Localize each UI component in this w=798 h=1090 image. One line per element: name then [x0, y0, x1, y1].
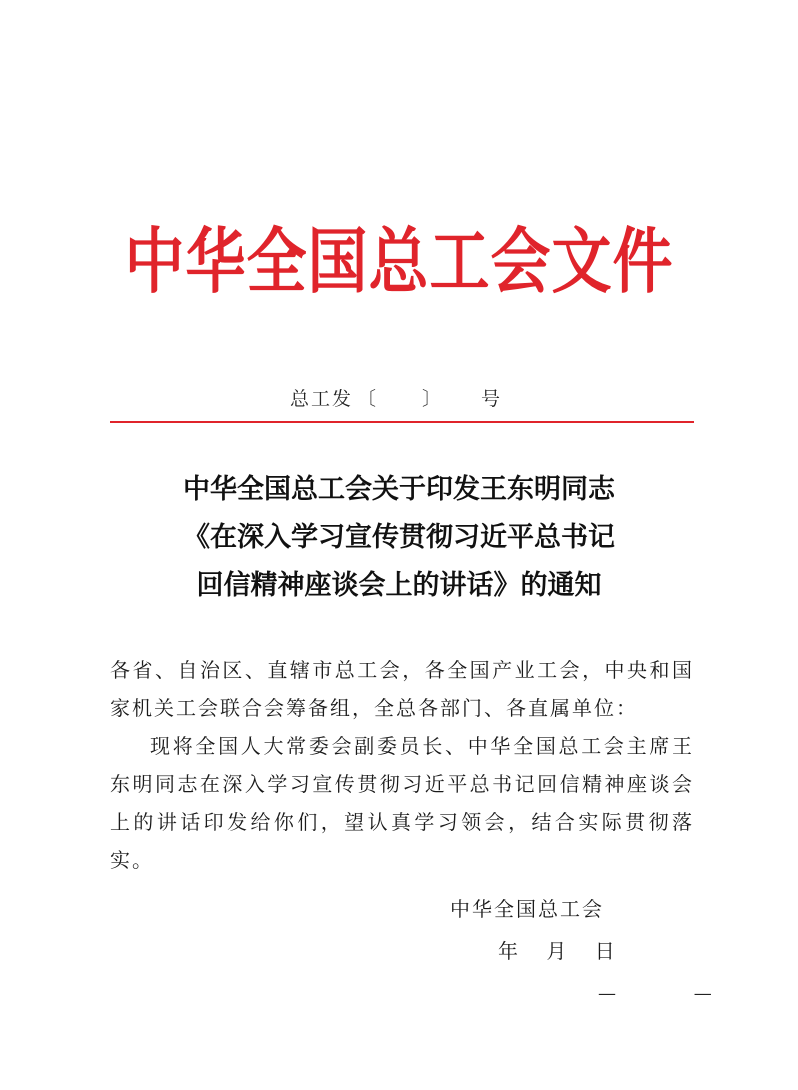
body-paragraph: 现将全国人大常委会副委员长、中华全国总工会主席王东明同志在深入学习宣传贯彻习近平总书记回信精神座谈会上的讲话印发给你们，望认真学习领会，结合实际贯彻落实。: [110, 734, 694, 872]
title-line-1: 中华全国总工会关于印发王东明同志: [183, 474, 615, 505]
page-number-mark: — —: [598, 983, 748, 1004]
doc-number-prefix: 总工发: [290, 388, 354, 410]
document-masthead: 中华全国总工会文件: [124, 221, 674, 304]
title-line-3: 回信精神座谈会上的讲话》的通知: [196, 570, 602, 601]
doc-number-bracket-close: 〕: [422, 388, 444, 410]
red-divider-line: [110, 421, 694, 423]
issue-date: 年 月 日: [498, 939, 617, 963]
doc-number-suffix: 号: [481, 388, 503, 410]
document-title: [0, 466, 798, 610]
issuer-signature: 中华全国总工会: [450, 897, 604, 921]
addressees-text: 各省、自治区、直辖市总工会，各全国产业工会，中央和国家机关工会联合会筹备组，全总各部门、各直属单位：: [110, 658, 694, 720]
document-number: [290, 384, 502, 411]
doc-number-bracket-open: 〔: [357, 388, 379, 410]
title-line-2: 《在深入学习宣传贯彻习近平总书记: [183, 522, 615, 553]
document-body: [110, 651, 694, 879]
